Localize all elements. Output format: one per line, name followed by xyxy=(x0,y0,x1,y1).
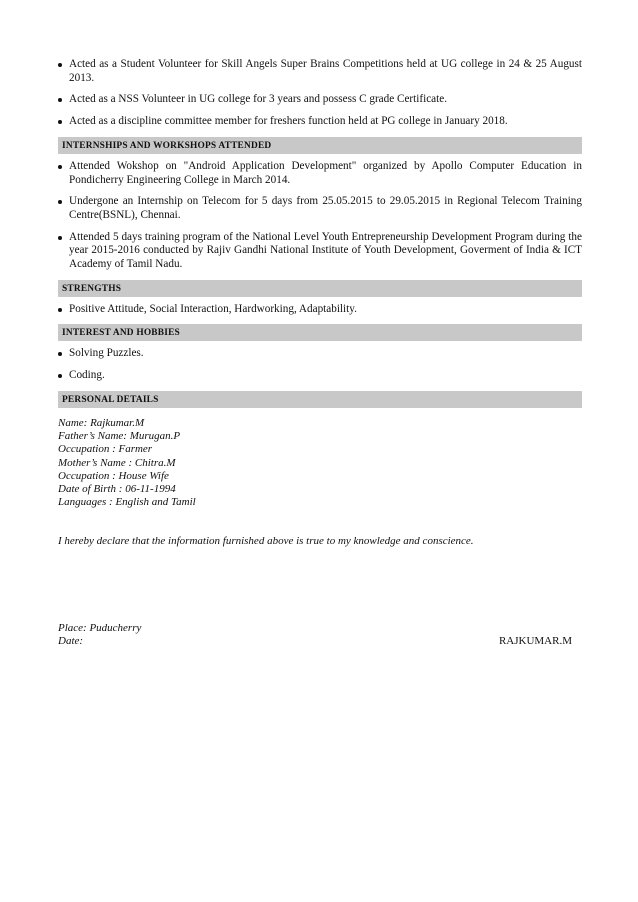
bullet-icon xyxy=(58,98,62,102)
list-item: Attended Wokshop on "Android Application Development" organized by Apollo Computer Education in Pondicherry Engineering College in March 2014. xyxy=(58,160,582,187)
interests-list xyxy=(58,347,582,382)
list-item: Solving Puzzles. xyxy=(58,347,582,361)
bullet-icon xyxy=(58,236,62,240)
bullet-icon xyxy=(58,165,62,169)
personal-details xyxy=(58,417,582,509)
personal-father-occupation: Occupation : Farmer xyxy=(58,443,153,456)
resume-content xyxy=(58,58,582,548)
section-header-strengths: STRENGTHS xyxy=(58,280,582,297)
personal-mother-name: Mother’s Name : Chitra.M xyxy=(58,456,176,469)
list-item: Acted as a NSS Volunteer in UG college for 3 years and possess C grade Certificate. xyxy=(58,93,582,107)
list-item: Acted as a Student Volunteer for Skill Angels Super Brains Competitions held at UG college in 24 & 25 August 2013. xyxy=(58,58,582,85)
internships-list xyxy=(58,160,582,272)
bullet-icon xyxy=(58,120,62,124)
declaration-text: I hereby declare that the information furnished above is true to my knowledge and conscience. xyxy=(58,535,474,548)
list-item: Attended 5 days training program of the National Level Youth Entrepreneurship Development Program during the year 2015-2016 conducted by Rajiv Gandhi National Institute of Youth Development, Goverment of India & ICT Academy of Tamil Nadu. xyxy=(58,231,582,272)
list-item: Coding. xyxy=(58,369,582,383)
section-header-internships: INTERNSHIPS AND WORKSHOPS ATTENDED xyxy=(58,137,582,154)
date-text: Date: xyxy=(58,635,84,647)
list-item: Undergone an Internship on Telecom for 5 days from 25.05.2015 to 29.05.2015 in Regional Telecom Training Centre(BSNL), Chennai. xyxy=(58,195,582,222)
list-item: Acted as a discipline committee member for freshers function held at PG college in January 2018. xyxy=(58,115,582,129)
signature-footer xyxy=(58,622,572,648)
signature-name: RAJKUMAR.M xyxy=(498,635,572,647)
bullet-icon xyxy=(58,63,62,67)
bullet-icon xyxy=(58,308,62,312)
personal-father-name: Father’s Name: Murugan.P xyxy=(58,430,181,443)
bullet-icon xyxy=(58,200,62,204)
section-header-interests: INTEREST AND HOBBIES xyxy=(58,324,582,341)
personal-languages: Languages : English and Tamil xyxy=(58,496,196,509)
bullet-icon xyxy=(58,374,62,378)
personal-mother-occupation: Occupation : House Wife xyxy=(58,469,169,482)
list-item: Positive Attitude, Social Interaction, Hardworking, Adaptability. xyxy=(58,303,582,317)
personal-dob: Date of Birth : 06-11-1994 xyxy=(58,483,176,496)
personal-name: Name: Rajkumar.M xyxy=(58,417,145,429)
bullet-icon xyxy=(58,352,62,356)
place-text: Place: Puducherry xyxy=(58,622,142,634)
strengths-list xyxy=(58,303,582,317)
section-header-personal: PERSONAL DETAILS xyxy=(58,391,582,408)
activities-list xyxy=(58,58,582,129)
